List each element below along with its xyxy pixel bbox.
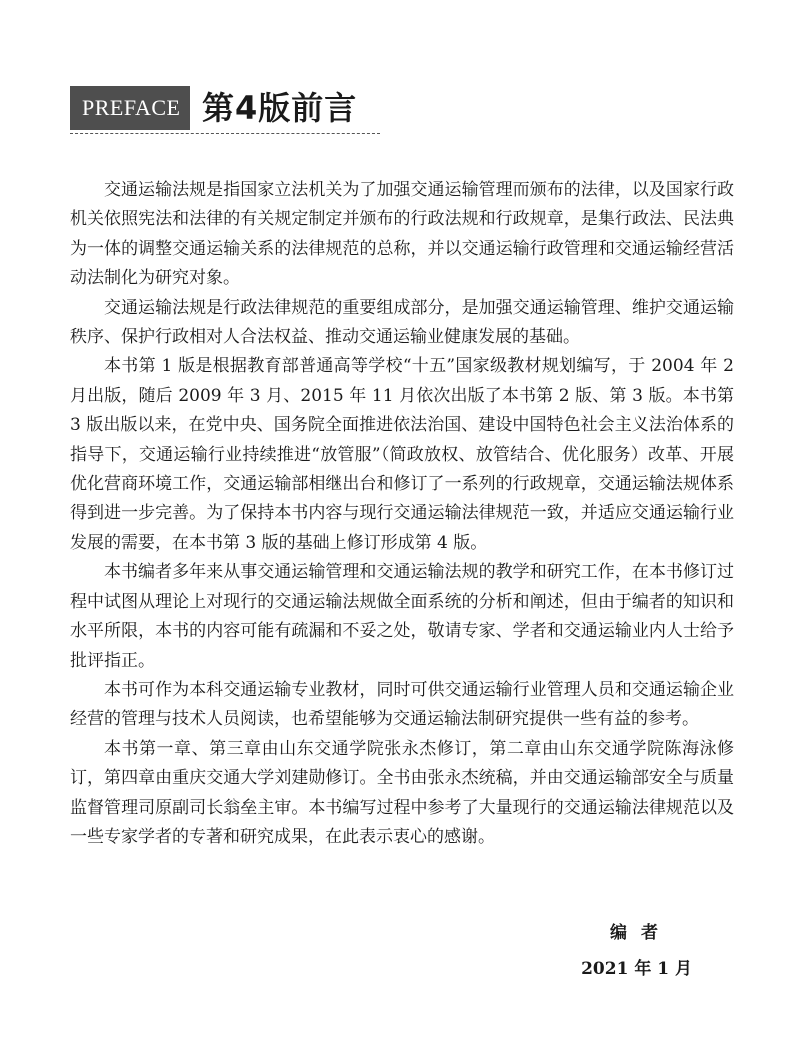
paragraph: 本书第 1 版是根据教育部普通高等学校“十五”国家级教材规划编写，于 2004 年 2 月出版，随后 2009 年 3 月、2015 年 11 月依次出版了本书第 2 版、第 3 版。本书第 3 版出版以来，在党中央、国务院全面推进依法治国、建设中国特色社会主义法治体系的指导下，交通运输行业持续推进“放管服”（简政放权、放管结合、优化服务）改革、开展优化营商环境工作，交通运输部相继出台和修订了一系列的行政规章，交通运输法规体系得到进一步完善。为了保持本书内容与现行交通运输法律规范一致，并适应交通运输行业发展的需要，在本书第 3 版的基础上修订形成第 4 版。 [70, 356, 734, 553]
signature-date: 2021 年 1 月 [581, 959, 692, 979]
paragraph: 交通运输法规是指国家立法机关为了加强交通运输管理而颁布的法律，以及国家行政机关依照宪法和法律的有关规定制定并颁布的行政法规和行政规章，是集行政法、民法典为一体的调整交通运输关系的法律规范的总称，并以交通运输行政管理和交通运输经营活动法制化为研究对象。 [70, 180, 734, 289]
paragraph: 本书第一章、第三章由山东交通学院张永杰修订，第二章由山东交通学院陈海泳修订，第四章由重庆交通大学刘建勋修订。全书由张永杰统稿，并由交通运输部安全与质量监督管理司原副司长翁垒主审。本书编写过程中参考了大量现行的交通运输法律规范以及一些专家学者的专著和研究成果，在此表示衷心的感谢。 [70, 738, 734, 847]
paragraph: 本书可作为本科交通运输专业教材，同时可供交通运输行业管理人员和交通运输企业经营的管理与技术人员阅读，也希望能够为交通运输法制研究提供一些有益的参考。 [70, 679, 734, 730]
header-divider [70, 133, 380, 134]
preface-badge: PREFACE [70, 86, 190, 130]
preface-header [70, 86, 357, 130]
page-title: 第4版前言 [202, 89, 358, 127]
paragraph: 本书编者多年来从事交通运输管理和交通运输法规的教学和研究工作，在本书修订过程中试图从理论上对现行的交通运输法规做全面系统的分析和阐述，但由于编者的知识和水平所限，本书的内容可能有疏漏和不妥之处，敬请专家、学者和交通运输业内人士给予批评指正。 [70, 562, 734, 671]
author-signature: 编者 [610, 923, 672, 943]
preface-body [70, 176, 734, 852]
paragraph: 交通运输法规是行政法律规范的重要组成部分，是加强交通运输管理、维护交通运输秩序、保护行政相对人合法权益、推动交通运输业健康发展的基础。 [70, 297, 734, 348]
